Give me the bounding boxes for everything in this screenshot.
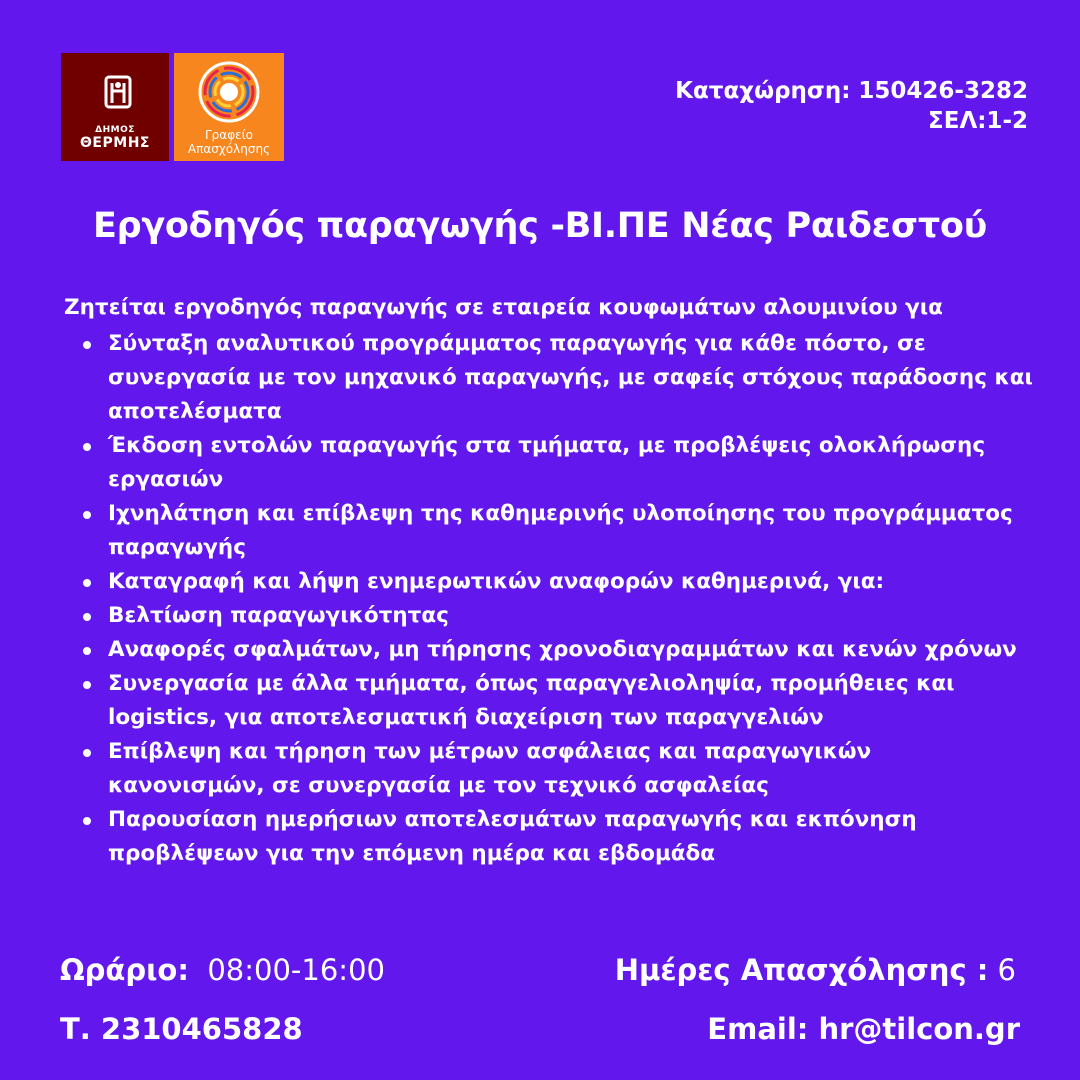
list-item-text: Έκδοση εντολών παραγωγής στα τμήματα, με προβλέψεις ολοκλήρωσης εργασιών xyxy=(108,433,986,492)
list-item xyxy=(64,667,1034,735)
registration-pages: ΣΕΛ:1-2 xyxy=(928,108,1028,134)
phone-number: Τ. 2310465828 xyxy=(60,1012,303,1046)
duties-list xyxy=(64,327,1034,871)
dimos-emblem-icon xyxy=(102,73,134,113)
list-item xyxy=(64,599,1034,633)
colored-rings-icon xyxy=(196,59,262,125)
list-item xyxy=(64,803,1034,871)
bullet-dot-icon xyxy=(83,817,91,825)
hours-value: 08:00-16:00 xyxy=(207,953,385,987)
grafeio-logo-line1: Γραφείο xyxy=(204,128,254,142)
job-title: Εργοδηγός παραγωγής -ΒΙ.ΠΕ Νέας Ραιδεστού xyxy=(93,206,987,246)
email-address: Email: hr@tilcon.gr xyxy=(707,1012,1020,1046)
days-value: 6 xyxy=(997,953,1016,987)
list-item xyxy=(64,735,1034,803)
grafeio-apasxolisis-logo xyxy=(174,53,284,161)
working-days xyxy=(615,950,1016,990)
bullet-dot-icon xyxy=(83,647,91,655)
job-intro: Ζητείται εργοδηγός παραγωγής σε εταιρεία κουφωμάτων αλουμινίου για xyxy=(64,295,943,320)
registration-info xyxy=(675,76,1028,136)
list-item-text: Επίβλεψη και τήρηση των μέτρων ασφάλειας και παραγωγικών κανονισμών, σε συνεργασία με τον τεχνικό ασφαλείας xyxy=(108,739,872,798)
grafeio-logo-line2: Απασχόλησης xyxy=(187,142,271,156)
list-item-text: Ιχνηλάτηση και επίβλεψη της καθημερινής υλοποίησης του προγράμματος παραγωγής xyxy=(108,501,1013,560)
bullet-dot-icon xyxy=(83,511,91,519)
list-item xyxy=(64,429,1034,497)
dimos-thermis-logo xyxy=(61,53,169,161)
list-item xyxy=(64,497,1034,565)
list-item-text: Συνεργασία με άλλα τμήματα, όπως παραγγελιοληψία, προμήθειες και logistics, για αποτελεσματική διαχείριση των παραγγελιών xyxy=(108,671,955,730)
bullet-dot-icon xyxy=(83,749,91,757)
dimos-logo-line1: ΔΗΜΟΣ xyxy=(95,125,135,135)
working-hours xyxy=(60,950,385,990)
list-item xyxy=(64,633,1034,667)
bullet-dot-icon xyxy=(83,443,91,451)
bullet-dot-icon xyxy=(83,681,91,689)
days-label: Ημέρες Απασχόλησης : xyxy=(614,953,989,987)
registration-number: Καταχώρηση: 150426-3282 xyxy=(675,78,1028,104)
list-item xyxy=(64,565,1034,599)
list-item-text: Αναφορές σφαλμάτων, μη τήρησης χρονοδιαγραμμάτων και κενών χρόνων xyxy=(108,637,1017,662)
list-item-text: Καταγραφή και λήψη ενημερωτικών αναφορών καθημερινά, για: xyxy=(108,569,885,594)
list-item-text: Παρουσίαση ημερήσιων αποτελεσμάτων παραγωγής και εκπόνηση προβλέψεων για την επόμενη ημέρα και εβδομάδα xyxy=(108,807,917,866)
dimos-logo-line2: ΘΕΡΜΗΣ xyxy=(80,135,150,151)
list-item xyxy=(64,327,1034,429)
list-item-text: Σύνταξη αναλυτικού προγράμματος παραγωγής για κάθε πόστο, σε συνεργασία με τον μηχανικό παραγωγής, με σαφείς στόχους παράδοσης και αποτελέσματα xyxy=(108,331,1033,424)
bullet-dot-icon xyxy=(83,579,91,587)
bullet-dot-icon xyxy=(83,341,91,349)
bullet-dot-icon xyxy=(83,613,91,621)
list-item-text: Βελτίωση παραγωγικότητας xyxy=(108,603,449,628)
hours-label: Ωράριο: xyxy=(60,953,189,987)
